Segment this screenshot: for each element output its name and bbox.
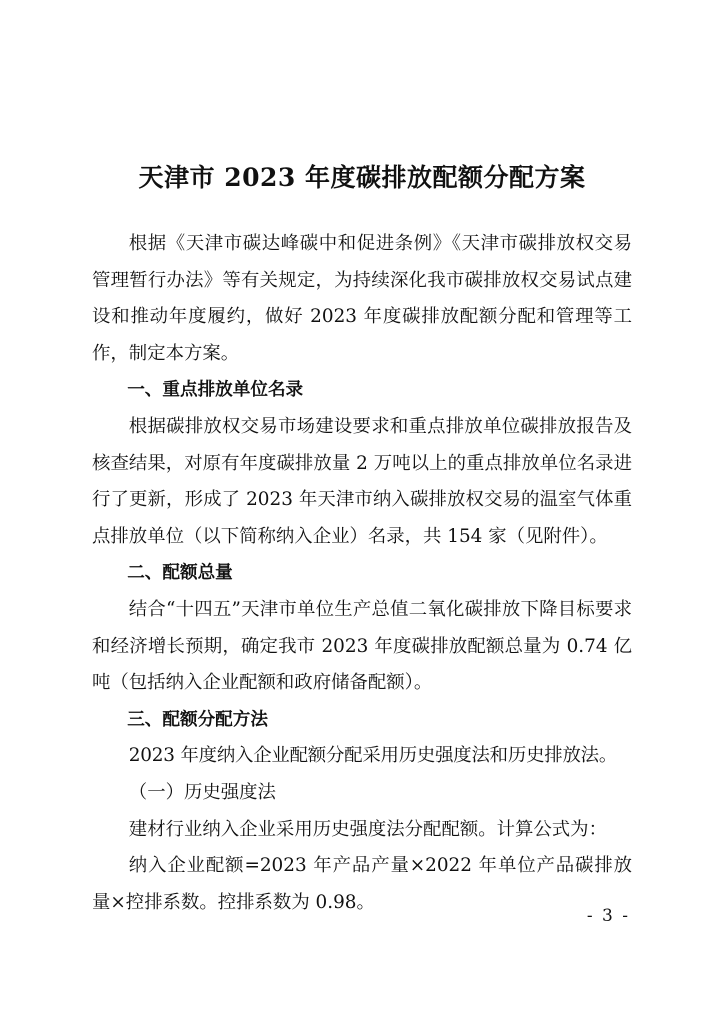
- section-heading-key-emitters: 一、重点排放单位名录: [127, 380, 304, 401]
- document-title: 天津市 2023 年度碳排放配额分配方案: [138, 163, 586, 192]
- total-quota-paragraph: 结合“十四五”天津市单位生产总值二氧化碳排放下降目标要求和经济增长预期，确定我市 2023 年度碳排放配额总量为 0.74 亿吨（包括纳入企业配额和政府储备配额）。: [92, 598, 632, 694]
- document-body: [92, 226, 632, 921]
- page-number: - 3 -: [586, 906, 630, 926]
- section-heading-allocation-method: 三、配额分配方法: [127, 709, 268, 730]
- historical-intensity-paragraph: 建材行业纳入企业采用历史强度法分配配额。计算公式为：: [128, 818, 607, 840]
- allocation-method-paragraph: 2023 年度纳入企业配额分配采用历史强度法和历史排放法。: [128, 745, 618, 767]
- section-heading-total-quota: 二、配额总量: [127, 563, 233, 584]
- subsection-heading-historical-intensity: （一）历史强度法: [128, 781, 276, 803]
- intro-paragraph: 根据《天津市碳达峰碳中和促进条例》《天津市碳排放权交易管理暂行办法》等有关规定，为持续深化我市碳排放权交易试点建设和推动年度履约，做好 2023 年度碳排放配额分配和管理等工作，制定本方案。: [92, 233, 632, 364]
- formula-paragraph: 纳入企业配额=2023 年产品产量×2022 年单位产品碳排放量×控排系数。控排系数为 0.98。: [92, 855, 632, 913]
- key-emitters-paragraph: 根据碳排放权交易市场建设要求和重点排放单位碳排放报告及核查结果，对原有年度碳排放量 2 万吨以上的重点排放单位名录进行了更新，形成了 2023 年天津市纳入碳排放权交易的温室气体重点排放单位（以下简称纳入企业）名录，共 154 家（见附件）。: [92, 415, 632, 547]
